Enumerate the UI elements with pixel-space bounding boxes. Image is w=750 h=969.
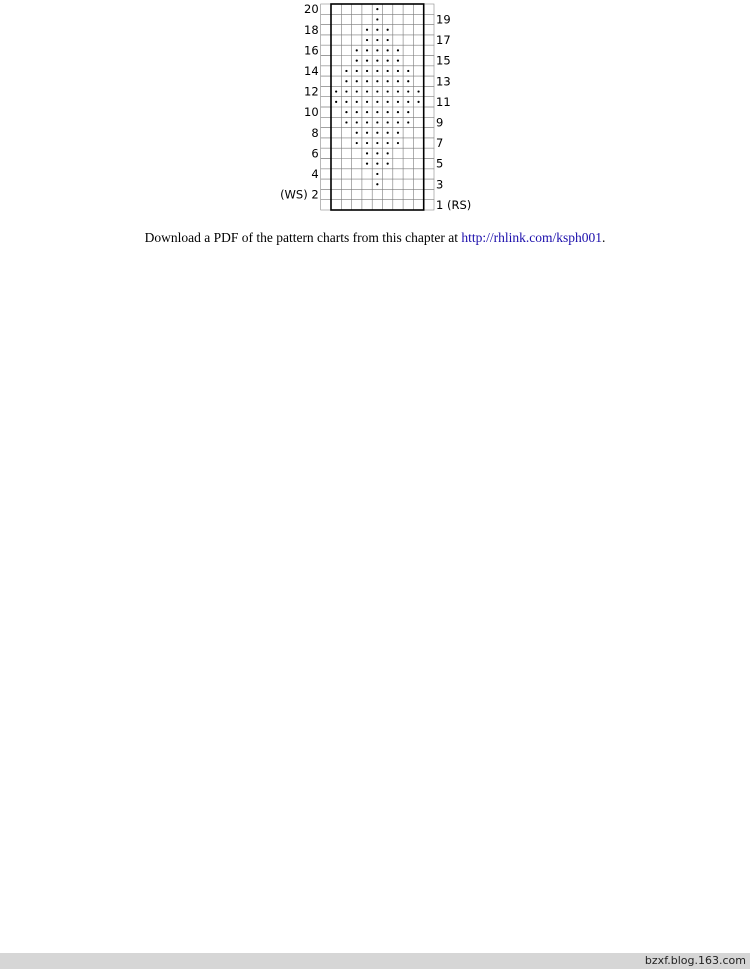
stitch-dot: [397, 121, 399, 123]
edge-cell: [321, 66, 331, 76]
row-label-left: 20: [304, 2, 319, 17]
stitch-dot: [356, 80, 358, 82]
row-label-right: 5: [436, 156, 444, 171]
edge-cell: [321, 35, 331, 45]
edge-cell: [424, 107, 434, 117]
stitch-dot: [407, 101, 409, 103]
edge-cell: [424, 4, 434, 14]
edge-cell: [424, 35, 434, 45]
stitch-dot: [376, 29, 378, 31]
stitch-dot: [356, 111, 358, 113]
row-label-left: 16: [304, 43, 319, 58]
stitch-dot: [387, 163, 389, 165]
edge-cell: [321, 200, 331, 210]
stitch-dot: [397, 49, 399, 51]
stitch-dot: [366, 49, 368, 51]
row-label-left: 12: [304, 84, 319, 99]
stitch-dot: [407, 121, 409, 123]
stitch-dot: [356, 132, 358, 134]
stitch-dot: [407, 90, 409, 92]
stitch-dot: [387, 60, 389, 62]
watermark: bzxf.blog.163.com: [644, 954, 746, 967]
edge-cell: [424, 97, 434, 107]
stitch-dot: [387, 132, 389, 134]
stitch-dot: [356, 60, 358, 62]
edge-cell: [321, 14, 331, 24]
stitch-dot: [397, 101, 399, 103]
row-label-left: 8: [311, 125, 319, 140]
knitting-chart: [280, 0, 480, 220]
row-label-left: 4: [311, 166, 319, 181]
edge-cell: [424, 138, 434, 148]
stitch-dot: [376, 39, 378, 41]
stitch-dot: [376, 60, 378, 62]
row-label-right: 11: [436, 94, 451, 109]
stitch-dot: [335, 101, 337, 103]
stitch-dot: [376, 152, 378, 154]
row-label-left: 10: [304, 105, 319, 120]
edge-cell: [424, 25, 434, 35]
stitch-dot: [376, 18, 378, 20]
stitch-dot: [387, 90, 389, 92]
stitch-dot: [387, 49, 389, 51]
stitch-dot: [366, 163, 368, 165]
caption: [0, 229, 750, 247]
stitch-dot: [407, 70, 409, 72]
row-label-left: (WS) 2: [280, 187, 319, 202]
stitch-dot: [345, 70, 347, 72]
stitch-dot: [366, 70, 368, 72]
stitch-dot: [417, 90, 419, 92]
stitch-dot: [356, 142, 358, 144]
stitch-dot: [366, 142, 368, 144]
edge-cell: [424, 86, 434, 96]
row-label-right: 13: [436, 74, 451, 89]
stitch-dot: [366, 132, 368, 134]
stitch-dot: [376, 121, 378, 123]
stitch-dot: [376, 8, 378, 10]
row-label-right: 15: [436, 53, 451, 68]
edge-cell: [424, 117, 434, 127]
edge-cell: [321, 45, 331, 55]
edge-cell: [424, 56, 434, 66]
footer-bar: [0, 953, 750, 969]
stitch-dot: [387, 29, 389, 31]
stitch-dot: [376, 163, 378, 165]
row-label-right: 17: [436, 33, 451, 48]
stitch-dot: [366, 80, 368, 82]
edge-cell: [321, 86, 331, 96]
stitch-dot: [387, 70, 389, 72]
stitch-dot: [407, 80, 409, 82]
stitch-dot: [387, 39, 389, 41]
knitting-chart-svg: [280, 0, 480, 220]
stitch-dot: [387, 152, 389, 154]
edge-cell: [424, 179, 434, 189]
stitch-dot: [366, 101, 368, 103]
stitch-dot: [366, 90, 368, 92]
stitch-dot: [366, 60, 368, 62]
stitch-dot: [387, 111, 389, 113]
stitch-dot: [407, 111, 409, 113]
edge-cell: [321, 76, 331, 86]
stitch-dot: [417, 101, 419, 103]
stitch-dot: [397, 142, 399, 144]
stitch-dot: [366, 121, 368, 123]
stitch-dot: [397, 90, 399, 92]
edge-cell: [321, 107, 331, 117]
stitch-dot: [376, 173, 378, 175]
stitch-dot: [345, 101, 347, 103]
stitch-dot: [366, 29, 368, 31]
stitch-dot: [366, 39, 368, 41]
edge-cell: [424, 66, 434, 76]
stitch-dot: [376, 142, 378, 144]
row-label-left: 14: [304, 63, 319, 78]
stitch-dot: [376, 90, 378, 92]
row-label-right: 1 (RS): [436, 197, 472, 212]
stitch-dot: [397, 111, 399, 113]
edge-cell: [321, 148, 331, 158]
row-label-left: 6: [311, 146, 319, 161]
edge-cell: [321, 25, 331, 35]
edge-cell: [424, 169, 434, 179]
edge-cell: [321, 4, 331, 14]
row-label-right: 9: [436, 115, 444, 130]
stitch-dot: [376, 132, 378, 134]
stitch-dot: [397, 60, 399, 62]
edge-cell: [424, 45, 434, 55]
row-label-right: 7: [436, 136, 444, 151]
stitch-dot: [376, 49, 378, 51]
stitch-dot: [387, 101, 389, 103]
row-label-right: 19: [436, 12, 451, 27]
edge-cell: [424, 76, 434, 86]
stitch-dot: [366, 152, 368, 154]
stitch-dot: [356, 101, 358, 103]
edge-cell: [321, 189, 331, 199]
stitch-dot: [376, 70, 378, 72]
edge-cell: [424, 200, 434, 210]
stitch-dot: [345, 80, 347, 82]
stitch-dot: [345, 90, 347, 92]
caption-text: Download a PDF of the pattern charts from this chapter at: [144, 230, 462, 245]
row-label-left: 18: [304, 22, 319, 37]
stitch-dot: [376, 101, 378, 103]
edge-cell: [321, 97, 331, 107]
edge-cell: [424, 128, 434, 138]
edge-cell: [424, 189, 434, 199]
edge-cell: [321, 169, 331, 179]
edge-cell: [424, 159, 434, 169]
caption-link[interactable]: http://rhlink.com/ksph001: [461, 230, 603, 245]
edge-cell: [424, 148, 434, 158]
stitch-dot: [345, 111, 347, 113]
edge-cell: [321, 138, 331, 148]
stitch-dot: [356, 70, 358, 72]
edge-cell: [321, 117, 331, 127]
stitch-dot: [366, 111, 368, 113]
caption-period: .: [602, 230, 606, 245]
stitch-dot: [376, 183, 378, 185]
stitch-dot: [356, 121, 358, 123]
edge-cell: [321, 56, 331, 66]
stitch-dot: [397, 70, 399, 72]
edge-cell: [424, 14, 434, 24]
stitch-dot: [397, 80, 399, 82]
stitch-dot: [376, 111, 378, 113]
stitch-dot: [376, 80, 378, 82]
stitch-dot: [387, 142, 389, 144]
edge-cell: [321, 159, 331, 169]
stitch-dot: [387, 80, 389, 82]
row-label-right: 3: [436, 177, 444, 192]
stitch-dot: [397, 132, 399, 134]
stitch-dot: [356, 90, 358, 92]
edge-cell: [321, 128, 331, 138]
stitch-dot: [345, 121, 347, 123]
edge-cell: [321, 179, 331, 189]
stitch-dot: [335, 90, 337, 92]
stitch-dot: [356, 49, 358, 51]
stitch-dot: [387, 121, 389, 123]
